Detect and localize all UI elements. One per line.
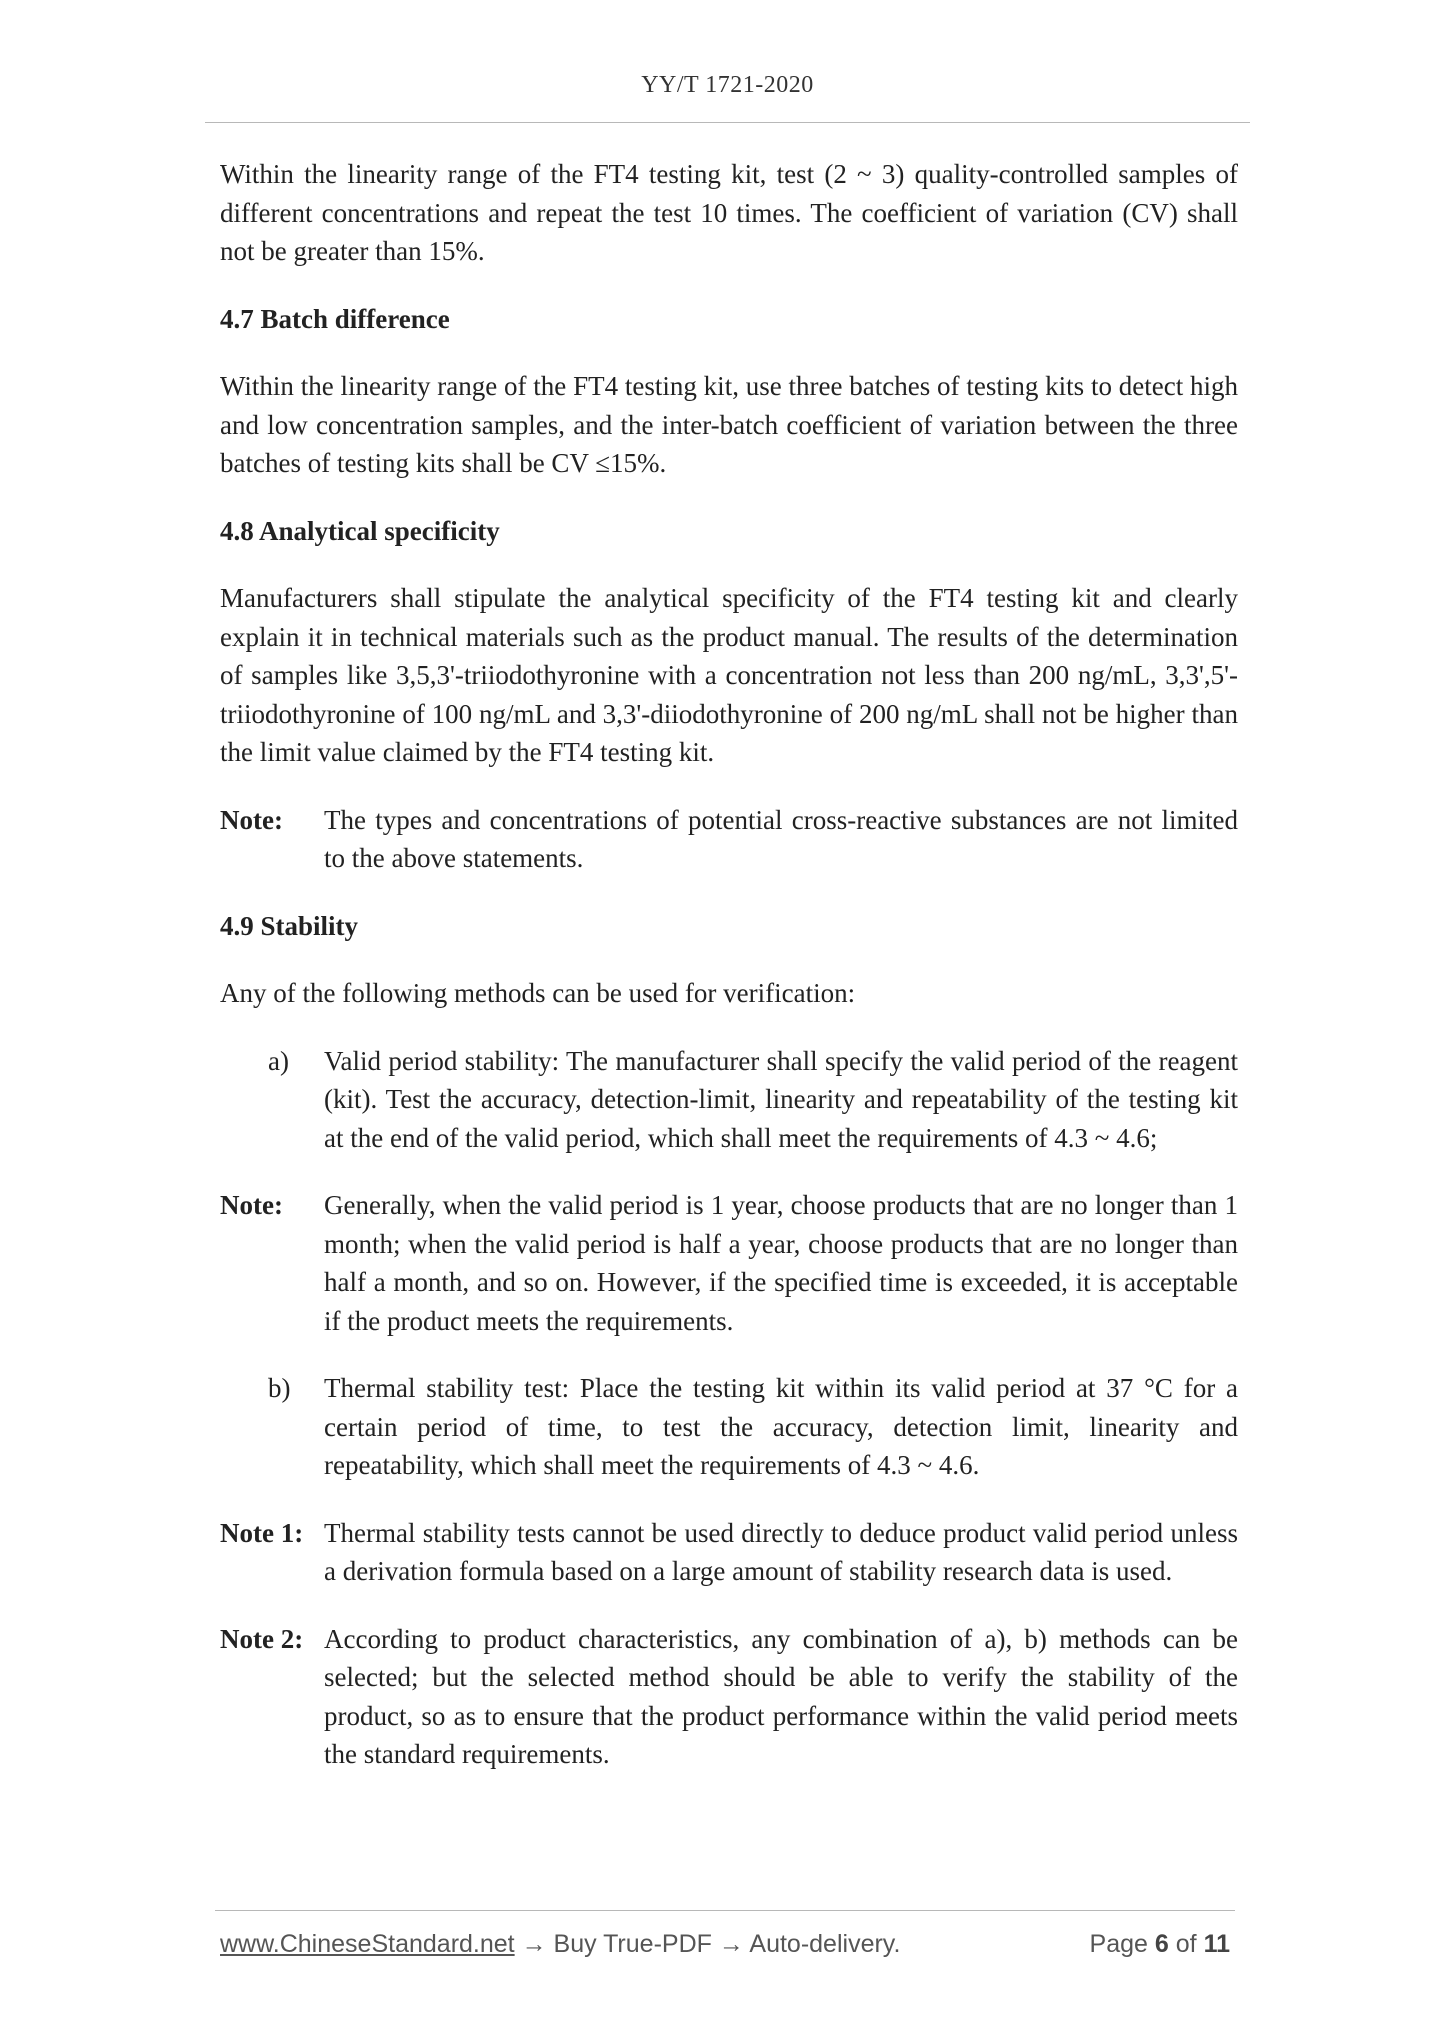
note-text: Thermal stability tests cannot be used directly to deduce product valid period unless a derivation formula based on a large amount of stability research data is used. [324, 1517, 1238, 1586]
note-text: Generally, when the valid period is 1 year, choose products that are no longer than 1 month; when the valid period is half a year, choose products that are no longer than half a month, and so on. However, if the specified time is exceeded, it is acceptable if the product meets the requirements. [324, 1190, 1238, 1336]
note-2 [220, 1620, 1238, 1774]
note-text: According to product characteristics, any combination of a), b) methods can be selected; but the selected method should be able to verify the stability of the product, so as to ensure that the product performance within the valid period meets the standard requirements. [324, 1623, 1238, 1769]
list-item-label: b) [268, 1373, 291, 1403]
heading-analytical-specificity: 4.8 Analytical specificity [220, 515, 500, 546]
site-link[interactable]: www.ChineseStandard.net [220, 1930, 515, 1958]
list-item-text: Valid period stability: The manufacturer shall specify the valid period of the reagent (kit). Test the accuracy, detection-limit, linearity and repeatability of the testing kit at the end of the valid period, which shall meet the requirements of 4.3 ~ 4.6; [324, 1045, 1238, 1153]
heading-batch-difference: 4.7 Batch difference [220, 303, 450, 334]
list-item-text: Thermal stability test: Place the testing kit within its valid period at 37 °C for a certain period of time, to test the accuracy, detection limit, linearity and repeatability, which shall meet the requirements of 4.3 ~ 4.6. [324, 1373, 1238, 1480]
footer-promo: → Buy True-PDF → Auto-delivery. [514, 1930, 901, 1958]
paragraph-stability-intro: Any of the following methods can be used for verification: [220, 978, 856, 1008]
footer-divider [215, 1910, 1235, 1911]
heading-stability: 4.9 Stability [220, 910, 359, 941]
page-footer [220, 1930, 1230, 1964]
paragraph-analytical-specificity: Manufacturers shall stipulate the analytical specificity of the FT4 testing kit and clearly explain it in technical materials such as the product manual. The results of the determination of samples like 3,5,3'-triiodothyronine with a concentration not less than 200 ng/mL, 3,3',5'-triiodothyronine of 100 ng/mL and 3,3'-diiodothyronine of 200 ng/mL shall not be higher than the limit value claimed by the FT4 testing kit. [220, 583, 1238, 767]
note-valid-period [220, 1186, 1238, 1340]
document-header: YY/T 1721-2020 [641, 72, 814, 98]
note-label: Note 2: [220, 1623, 304, 1654]
page-indicator: Page 6 of 11 [1089, 1930, 1230, 1958]
paragraph-batch-difference: Within the linearity range of the FT4 testing kit, use three batches of testing kits to detect high and low concentration samples, and the inter-batch coefficient of variation between the three batches of testing kits shall be CV ≤15%. [220, 371, 1238, 478]
note-label: Note: [220, 804, 283, 835]
header-divider [205, 122, 1250, 123]
list-item-a [220, 1042, 1238, 1158]
document-body [220, 155, 1238, 1803]
note-label: Note: [220, 1190, 283, 1220]
list-item-label: a) [268, 1045, 289, 1076]
current-page-number: 6 [1154, 1930, 1169, 1958]
paragraph-repeatability: Within the linearity range of the FT4 testing kit, test (2 ~ 3) quality-controlled samples of different concentrations and repeat the test 10 times. The coefficient of variation (CV) shall not be greater than 15%. [220, 159, 1238, 266]
note-text: The types and concentrations of potential cross-reactive substances are not limited to the above statements. [324, 804, 1238, 873]
note-1 [220, 1514, 1238, 1591]
list-item-b [220, 1369, 1238, 1485]
note-specificity [220, 801, 1238, 878]
note-label: Note 1: [220, 1517, 304, 1548]
total-page-number: 11 [1203, 1930, 1230, 1958]
